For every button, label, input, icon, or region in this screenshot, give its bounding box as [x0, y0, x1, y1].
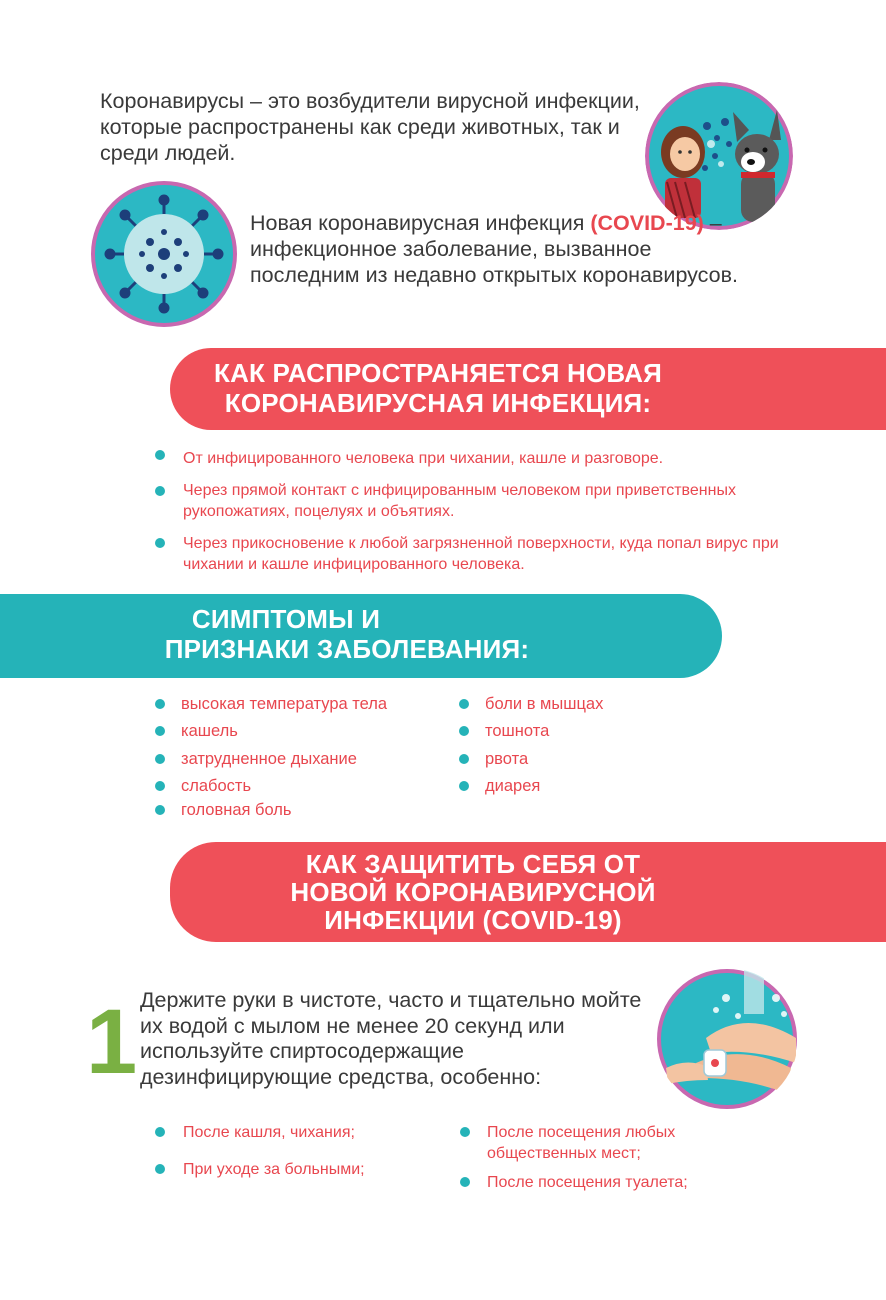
spread-title-line2: КОРОНАВИРУСНАЯ ИНФЕКЦИЯ: — [224, 388, 652, 418]
bullet-icon — [155, 805, 165, 815]
bullet-icon — [459, 726, 469, 736]
spread-banner — [170, 348, 886, 430]
bullet-icon — [459, 754, 469, 764]
symptom-item: слабость — [181, 777, 252, 795]
symptom-item: головная боль — [181, 801, 292, 819]
bullet-icon — [155, 450, 165, 460]
hand-washing-illustration — [656, 968, 798, 1110]
bullet-icon — [155, 1164, 165, 1174]
spread-title-line1: КАК РАСПРОСТРАНЯЕТСЯ НОВАЯ — [214, 358, 662, 388]
symptoms-title-line2: ПРИЗНАКИ ЗАБОЛЕВАНИЯ: — [164, 634, 530, 664]
occasion-item: После посещения туалета; — [487, 1174, 688, 1191]
covid-highlight: (COVID-19) — [590, 211, 704, 235]
intro-text: Коронавирусы – это возбудители вирусной инфекции, которые распространены как среди животных, так и среди людей. — [100, 89, 640, 165]
symptom-item: рвота — [485, 750, 529, 768]
occasion-item: После посещения любых общественных мест; — [487, 1124, 676, 1162]
symptom-item: затрудненное дыхание — [181, 750, 357, 768]
protect-title-line1: КАК ЗАЩИТИТЬ СЕБЯ ОТ — [305, 849, 641, 879]
step-number: 1 — [86, 991, 138, 1093]
spread-item: Через прямой контакт с инфицированным человеком при приветственных рукопожатиях, поцелуях и объятиях. — [183, 482, 736, 520]
symptom-item: тошнота — [485, 722, 550, 740]
bullet-icon — [155, 486, 165, 496]
protect-title-line2: НОВОЙ КОРОНАВИРУСНОЙ — [290, 877, 656, 907]
spread-item: От инфицированного человека при чихании, кашле и разговоре. — [183, 450, 664, 467]
bullet-icon — [459, 781, 469, 791]
bullet-icon — [155, 699, 165, 709]
bullet-icon — [155, 781, 165, 791]
occasion-item: После кашля, чихания; — [183, 1124, 355, 1141]
bullet-icon — [460, 1177, 470, 1187]
spread-item: Через прикосновение к любой загрязненной поверхности, куда попал вирус при чихании и кашле инфицированного человека. — [183, 535, 779, 573]
bullet-icon — [155, 754, 165, 764]
bullet-icon — [460, 1127, 470, 1137]
symptom-item: диарея — [485, 777, 541, 795]
occasion-item: При уходе за больными; — [183, 1161, 365, 1178]
covid-definition-suffix: – инфекционное заболевание, вызванное последним из недавно открытых коронавирусов. — [250, 211, 739, 287]
bullet-icon — [459, 699, 469, 709]
step-text: Держите руки в чистоте, часто и тщательно мойте их водой с мылом не менее 20 секунд или используйте спиртосодержащие дезинфицирующие средства, особенно: — [140, 988, 642, 1089]
virus-icon — [90, 180, 238, 328]
symptoms-title-line1: СИМПТОМЫ И — [191, 604, 381, 634]
symptom-item: боли в мышцах — [485, 695, 604, 713]
symptom-item: кашель — [181, 722, 238, 740]
protect-title-line3: ИНФЕКЦИИ (COVID-19) — [324, 905, 622, 935]
symptom-item: высокая температура тела — [181, 695, 388, 713]
bullet-icon — [155, 1127, 165, 1137]
bullet-icon — [155, 726, 165, 736]
symptoms-banner — [0, 594, 722, 678]
covid-definition-prefix: Новая коронавирусная инфекция — [250, 211, 591, 235]
protect-banner — [170, 842, 886, 942]
bullet-icon — [155, 538, 165, 548]
covid-definition — [250, 210, 740, 288]
sneezing-child-dog-illustration — [645, 82, 793, 230]
